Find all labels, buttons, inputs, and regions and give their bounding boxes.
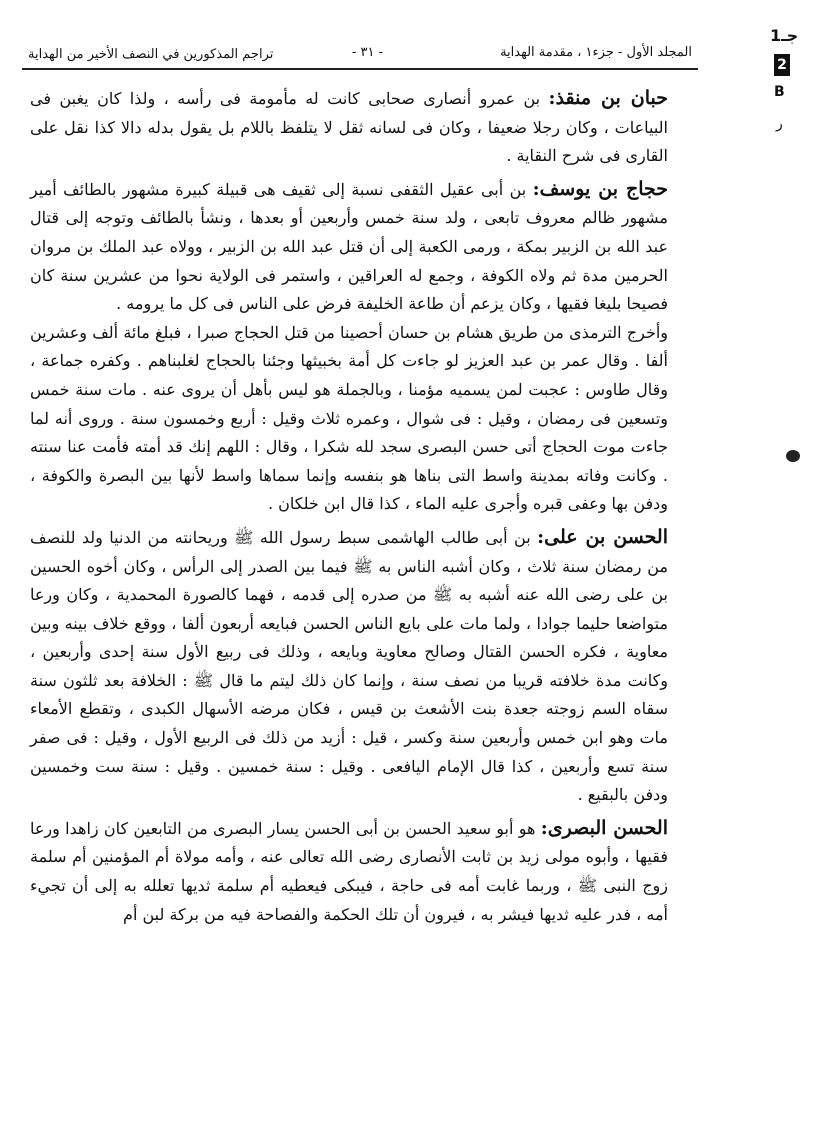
entry-hasan-ibn-ali bbox=[30, 523, 696, 810]
ink-blot bbox=[786, 450, 800, 462]
entry-hajjaj-continuation: وأخرج الترمذى من طريق هشام بن حسان أحصينا من قتل الحجاج صبرا ، فبلغ مائة ألف وعشرين ألفا . وقال عمر بن عبد العزيز لو جاءت كل أمة بخبيثها وجئنا بالحجاج لغلبناهم . وكفره جماعة ، وقال طاوس : عجبت لمن يسميه مؤمنا ، وبالجملة هو ليس بأهل أن يروى عنه . مات سنة خمس وتسعين فى رمضان ، وقيل : فى شوال ، وعمره ثلاث وقيل : أربع وخمسون سنة . وروى أنه لما جاءت موت الحجاج أتى حسن البصرى سجد لله شكرا ، وقال : اللهم إنك قد أمته فأمت عنا سنته . وكانت وفاته بمدينة واسط التى بناها هو بنفسه وإنما سماها واسط لأنها بين البصرة والكوفة ، ودفن بها وعفى قبره وأجرى عليه الماء ، كذا قال ابن خلكان . bbox=[30, 322, 668, 514]
entry-text: بن عمرو أنصارى صحابى كانت له مأمومة فى رأسه ، ولذا كان يغبن فى البياعات ، وكان رجلا ضعيفا ، وكان فى لسانه ثقل لا يتلفظ باللام بل يقول بدله دالا كذا نقل على القارى فى شرح النقاية . bbox=[30, 89, 668, 166]
body-text bbox=[30, 84, 696, 929]
entry-hajjaj bbox=[30, 175, 696, 319]
header-section-title: تراجم المذكورين في النصف الأخير من الهداية bbox=[28, 47, 274, 62]
entry-text: بن أبى عقيل الثقفى نسبة إلى ثقيف هى قبيلة كبيرة مشهور بالطائف أمير مشهور ظالم معروف تابعى ، ولد سنة خمس وأربعين أو بعدها ، ونشأ بالطائف وتوجه إلى قتال عبد الله بن الزبير بمكة ، ورمى الكعبة إلى أن قتل عبد الله بن الزبير ، وولاه عبد الملك بن مروان الحرمين مدة ثم ولاه الكوفة ، وجمع له العراقين ، واستمر فى الولاية نحوا من عشرين سنة كان فصيحا بليغا فقيها ، وكان يزعم أن طاعة الخليفة فرض على الناس فى كل ما يرومه . bbox=[30, 179, 668, 314]
margin-mark-letter: B bbox=[774, 84, 785, 100]
entry-name: الحسن بن على: bbox=[537, 525, 668, 548]
page-number: - ٣١ - bbox=[352, 45, 384, 60]
entry-hasan-basri bbox=[30, 814, 696, 929]
running-header bbox=[22, 30, 698, 70]
entry-name: الحسن البصرى: bbox=[540, 816, 668, 839]
margin-mark-number: 2 bbox=[774, 54, 790, 76]
margin-mark-scribble: ر bbox=[776, 116, 783, 132]
header-volume-title: المجلد الأول - جزء١ ، مقدمة الهداية bbox=[500, 45, 692, 60]
entry-name: حبان بن منقذ: bbox=[548, 87, 668, 109]
entry-name: حجاج بن يوسف: bbox=[532, 177, 669, 200]
entry-text: هو أبو سعيد الحسن بن أبى الحسن يسار البصرى من التابعين كان زاهدا ورعا فقيها ، وأبوه مولى زيد بن ثابت الأنصارى رضى الله تعالى عنه ، وأمه مولاة أم المؤمنين أم سلمة زوج النبى ﷺ ، وربما غابت أمه فى حاجة ، فيبكى فيعطيه أم سلمة ثديها تعلله به إلى أن تجيء أمه ، فدر عليه ثديها فيشر به ، فيرون أن تلك الحكمة والفصاحة فيه من بركة لبن أم bbox=[30, 818, 669, 924]
entry-text: بن أبى طالب الهاشمى سبط رسول الله ﷺ وريحانته من الدنيا ولد للنصف من رمضان سنة ثلاث ، وكان أشبه الناس به ﷺ فيما بين الصدر إلى الرأس ، وكان أخوه الحسين بن على رضى الله عنه أشبه به ﷺ من صدره إلى قدمه ، فهما كالصورة المحمدية ، وكان ورعا متواضعا حليما جوادا ، ولما مات على بايع الناس الحسن فبايعه أربعون ألفا ، ووقع خلاف بينه وبين معاوية ، فكره الحسن القتال وصالح معاوية وبايعه ، وذلك فى ربيع الأول سنة إحدى وأربعين ، وكانت مدة خلافته قريبا من نصف سنة ، وإنما كان ذلك ليتم ما قال ﷺ : الخلافة بعد ثلثون سنة سقاه السم زوجته جعدة بنت الأشعث بن قيس ، فكان مرضه الأسهال الكبدى ، وتقطع الأمعاء مات وهو ابن خمس وأربعين سنة وكسر ، قيل : أزيد من ذلك فى الربيع الأول ، وقيل : فى صفر سنة تسع وأربعين ، كذا قال الإمام اليافعى . وقيل : سنة خمسين . وقيل : سنة ست وخمسين ودفن بالبقيع . bbox=[30, 527, 669, 805]
entry-hibban bbox=[30, 84, 696, 171]
margin-mark-volume: جـ1 bbox=[770, 26, 799, 45]
